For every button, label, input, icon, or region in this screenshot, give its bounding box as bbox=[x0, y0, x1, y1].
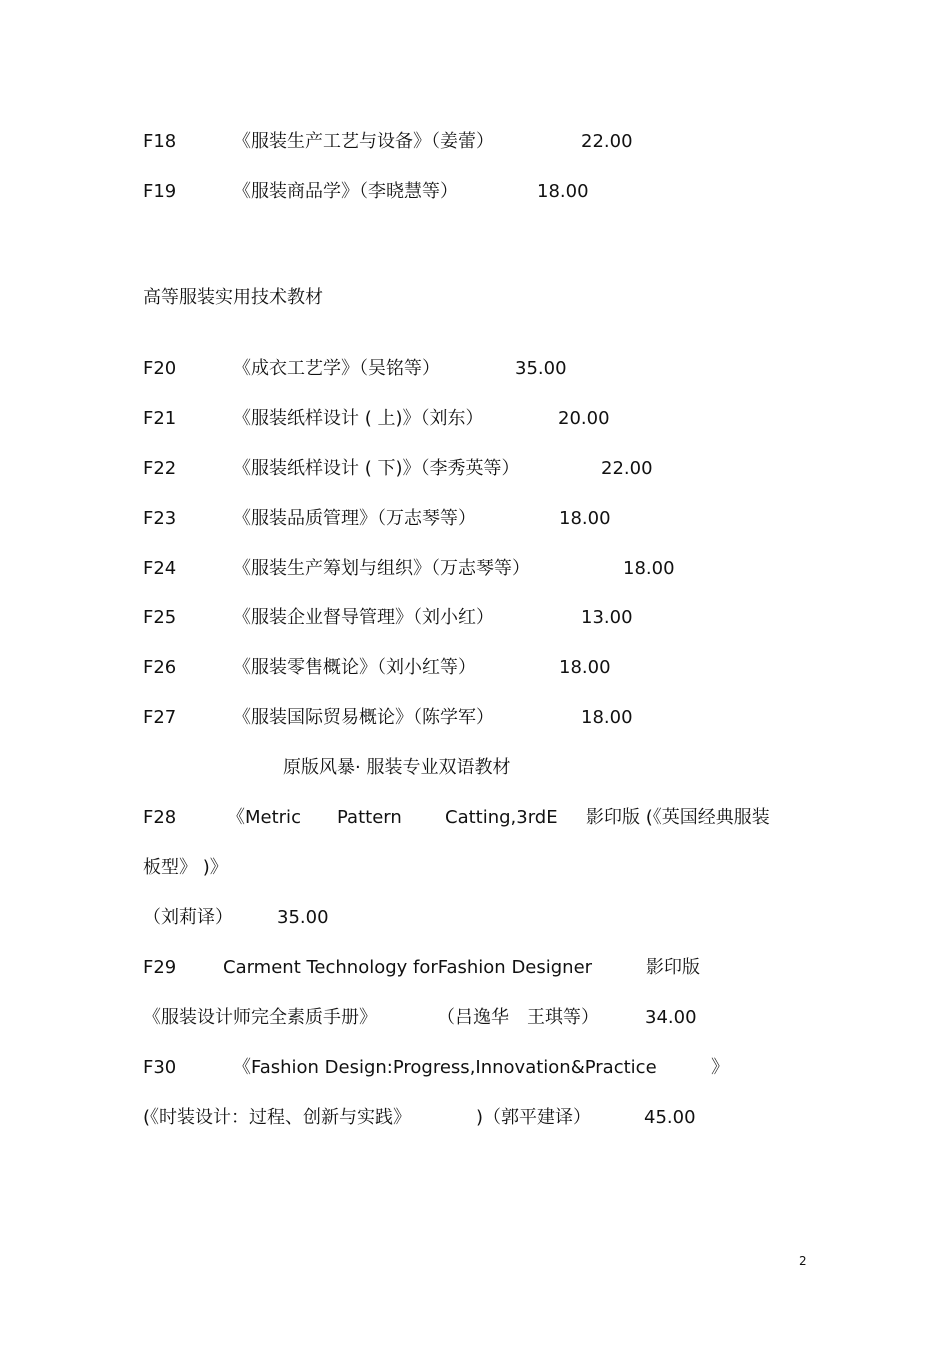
item-title: Carment Technology forFashion Designer bbox=[223, 957, 593, 978]
item-price: 22.00 bbox=[601, 458, 653, 479]
item-title-continued: 《服装设计师完全素质手册》 bbox=[143, 1007, 377, 1028]
item-author: )（郭平建译） bbox=[476, 1107, 592, 1128]
item-title-continued: (《时装设计：过程、创新与实践》 bbox=[143, 1107, 412, 1128]
item-title: 《成衣工艺学》（吴铭等） bbox=[233, 358, 440, 379]
item-title-close: 》 bbox=[711, 1057, 729, 1078]
item-author: （刘莉译） bbox=[143, 907, 233, 928]
item-title: 《服装纸样设计 ( 下)》（李秀英等） bbox=[233, 458, 520, 479]
item-code: F24 bbox=[143, 558, 177, 579]
item-price: 22.00 bbox=[581, 131, 633, 152]
item-price: 35.00 bbox=[515, 358, 567, 379]
item-title-part: 《Metric bbox=[227, 807, 301, 828]
item-code: F22 bbox=[143, 458, 177, 479]
item-title-part: Pattern bbox=[337, 807, 402, 828]
item-price: 34.00 bbox=[645, 1007, 697, 1028]
section-heading: 高等服装实用技术教材 bbox=[143, 287, 323, 308]
item-code: F29 bbox=[143, 957, 177, 978]
item-code: F23 bbox=[143, 508, 177, 529]
item-title: 《服装纸样设计 ( 上)》（刘东） bbox=[233, 408, 484, 429]
item-title: 《服装企业督导管理》（刘小红） bbox=[233, 607, 494, 628]
item-price: 18.00 bbox=[537, 181, 589, 202]
item-price: 18.00 bbox=[623, 558, 675, 579]
section-heading: 原版风暴· 服装专业双语教材 bbox=[283, 757, 511, 778]
item-price: 13.00 bbox=[581, 607, 633, 628]
item-code: F27 bbox=[143, 707, 177, 728]
item-code: F25 bbox=[143, 607, 177, 628]
item-price: 20.00 bbox=[558, 408, 610, 429]
item-title: 《服装国际贸易概论》（陈学军） bbox=[233, 707, 494, 728]
item-price: 18.00 bbox=[559, 657, 611, 678]
item-title-part: 影印版 (《英国经典服装 bbox=[586, 807, 770, 828]
item-title: 《Fashion Design:Progress,Innovation&Practice bbox=[233, 1057, 657, 1078]
item-title: 《服装生产筹划与组织》（万志琴等） bbox=[233, 558, 530, 579]
item-title: 《服装商品学》（李晓慧等） bbox=[233, 181, 458, 202]
item-code: F18 bbox=[143, 131, 177, 152]
page-number: 2 bbox=[799, 1254, 807, 1268]
item-code: F19 bbox=[143, 181, 177, 202]
item-code: F30 bbox=[143, 1057, 177, 1078]
item-code: F20 bbox=[143, 358, 177, 379]
item-code: F26 bbox=[143, 657, 177, 678]
item-title: 《服装品质管理》（万志琴等） bbox=[233, 508, 476, 529]
item-title-part: Catting,3rdE bbox=[445, 807, 558, 828]
item-author: （吕逸华 王琪等） bbox=[437, 1007, 599, 1028]
item-price: 45.00 bbox=[644, 1107, 696, 1128]
item-note: 影印版 bbox=[646, 957, 700, 978]
item-title-continued: 板型》 )》 bbox=[143, 857, 228, 878]
item-title: 《服装零售概论》（刘小红等） bbox=[233, 657, 476, 678]
item-code: F28 bbox=[143, 807, 177, 828]
item-price: 18.00 bbox=[559, 508, 611, 529]
item-price: 35.00 bbox=[277, 907, 329, 928]
item-title: 《服装生产工艺与设备》（姜蕾） bbox=[233, 131, 494, 152]
item-price: 18.00 bbox=[581, 707, 633, 728]
item-code: F21 bbox=[143, 408, 177, 429]
